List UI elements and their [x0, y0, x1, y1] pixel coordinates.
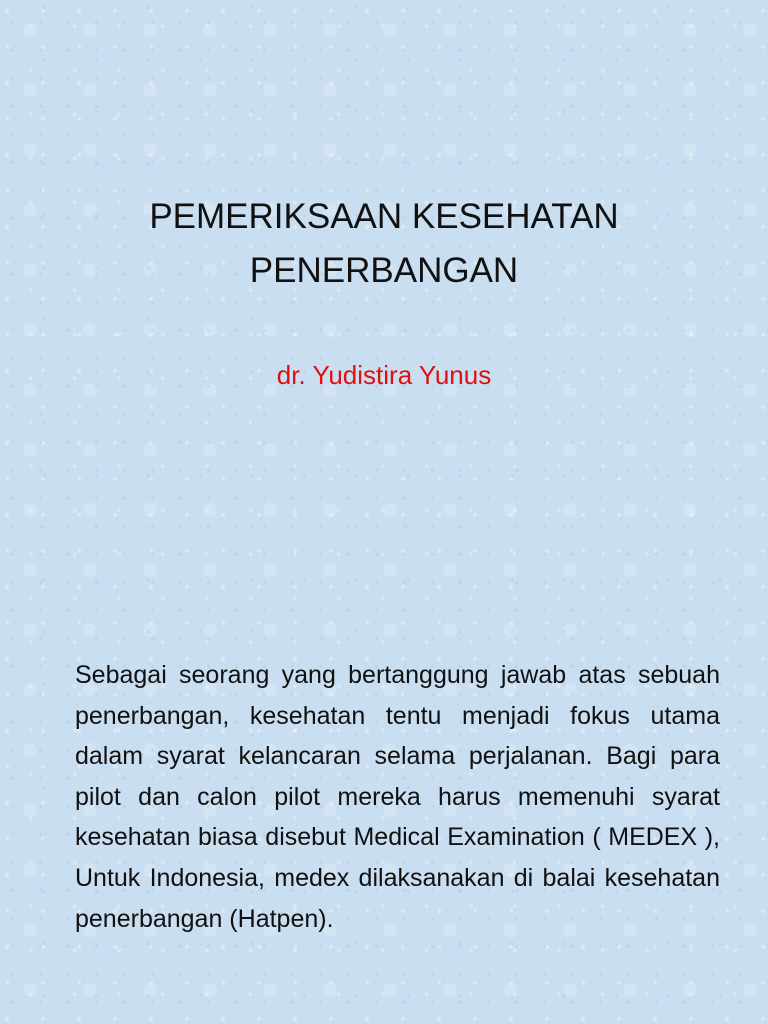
author-name: dr. Yudistira Yunus	[276, 360, 492, 390]
body-paragraph: Sebagai seorang yang bertanggung jawab atas sebuah penerbangan, kesehatan tentu menjadi fokus utama dalam syarat kelancaran selama perjalanan. Bagi para pilot dan calon pilot mereka harus memenuhi syarat kesehatan biasa disebut Medical Examination ( MEDEX ), Untuk Indonesia, medex dilaksanakan di balai kesehatan penerbangan (Hatpen).	[75, 661, 720, 933]
title-line-1: PEMERIKSAAN KESEHATAN	[149, 197, 619, 236]
slide-title	[40, 190, 728, 298]
title-line-2: PENERBANGAN	[249, 251, 519, 290]
